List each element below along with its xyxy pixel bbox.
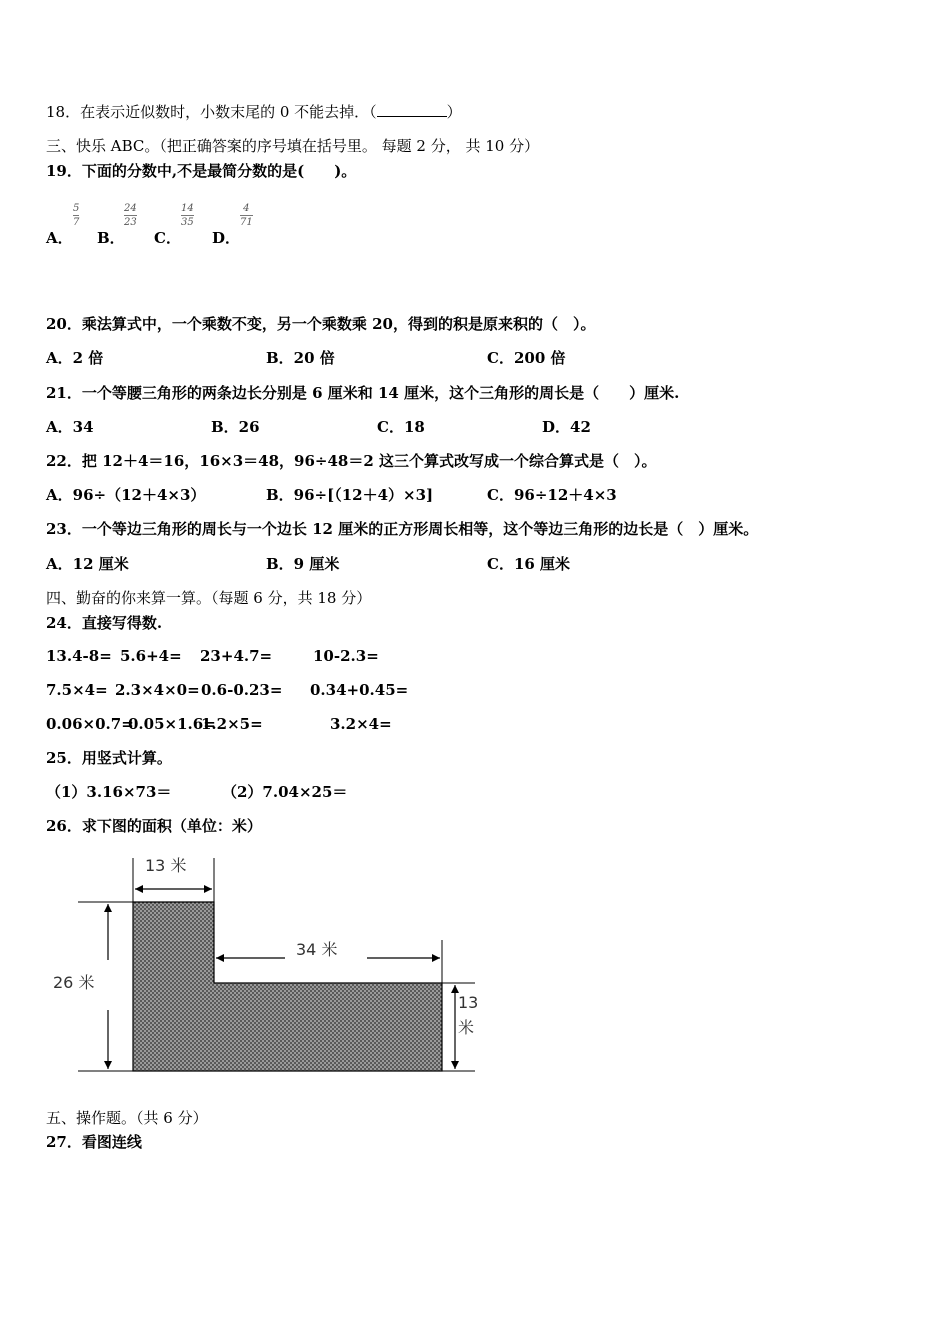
section-5-heading: 五、操作题。（共 6 分）	[46, 1109, 208, 1127]
label-right-number: 13	[458, 993, 479, 1012]
option-a-label: A．	[46, 229, 73, 247]
question-23-stem: 23．一个等边三角形的周长与一个边长 12 厘米的正方形周长相等，这个等边三角形的边长是（ ）厘米。	[46, 520, 759, 538]
vertical-calc-2: （2）7.04×25＝	[222, 783, 348, 801]
q23-option-c: C．16 厘米	[487, 555, 571, 573]
calc-item: 0.06×0.7=	[46, 715, 134, 733]
calc-item: 0.34+0.45=	[310, 681, 409, 699]
q20-option-c: C．200 倍	[487, 349, 566, 367]
section-4-heading: 四、勤奋的你来算一算。（每题 6 分，共 18 分）	[46, 589, 372, 607]
q21-option-b: B．26	[211, 418, 260, 436]
q22-option-c: C．96÷12＋4×3	[487, 486, 617, 504]
label-top: 13 米	[145, 856, 187, 875]
shaded-region	[133, 902, 442, 1071]
option-b-label: B．	[97, 229, 125, 247]
question-21-stem: 21．一个等腰三角形的两条边长分别是 6 厘米和 14 厘米，这个三角形的周长是（ ）厘米.	[46, 384, 680, 402]
fraction-a: 5 7	[73, 203, 80, 228]
calc-item: 2.3×4×0=	[115, 681, 200, 699]
fraction-b: 24 23	[124, 203, 137, 228]
option-c-label: C．	[154, 229, 181, 247]
q22-option-a: A．96÷（12＋4×3）	[46, 486, 206, 504]
question-22-stem: 22．把 12＋4＝16，16×3＝48，96÷48＝2 这三个算式改写成一个综合算式是（ ）。	[46, 452, 657, 470]
label-left: 26 米	[53, 973, 95, 992]
label-middle: 34 米	[296, 940, 338, 959]
option-d-label: D．	[212, 229, 241, 247]
calc-item: 0.05×1.6=	[128, 715, 216, 733]
q22-option-b: B．96÷[（12＋4）×3]	[266, 486, 434, 504]
q23-option-b: B．9 厘米	[266, 555, 340, 573]
calc-item: 23+4.7=	[200, 647, 273, 665]
calc-item: 5.6+4=	[120, 647, 182, 665]
question-26-stem: 26．求下图的面积（单位：米）	[46, 817, 262, 835]
calc-item: 3.2×4=	[330, 715, 392, 733]
calc-item: 7.5×4=	[46, 681, 108, 699]
question-25-stem: 25．用竖式计算。	[46, 749, 172, 767]
calc-item: 10-2.3=	[313, 647, 379, 665]
calc-item: 1.2×5=	[201, 715, 263, 733]
question-20-stem: 20．乘法算式中，一个乘数不变，另一个乘数乘 20，得到的积是原来积的（ ）。	[46, 315, 596, 333]
q21-option-a: A．34	[46, 418, 94, 436]
fraction-c: 14 35	[181, 203, 194, 228]
question-19-stem: 19．下面的分数中,不是最简分数的是( )。	[46, 162, 357, 180]
question-24-stem: 24．直接写得数.	[46, 614, 163, 632]
section-3-heading: 三、快乐 ABC。（把正确答案的序号填在括号里。 每题 2 分， 共 10 分）	[46, 137, 540, 155]
calc-item: 13.4-8=	[46, 647, 112, 665]
label-right-unit: 米	[458, 1018, 475, 1037]
q23-option-a: A．12 厘米	[46, 555, 129, 573]
vertical-calc-1: （1）3.16×73＝	[46, 783, 172, 801]
question-27-stem: 27．看图连线	[46, 1133, 142, 1151]
fraction-d: 4 71	[240, 203, 253, 228]
q20-option-a: A．2 倍	[46, 349, 104, 367]
q20-option-b: B．20 倍	[266, 349, 335, 367]
calc-item: 0.6-0.23=	[201, 681, 283, 699]
question-18: 18．在表示近似数时，小数末尾的 0 不能去掉．（ ）	[46, 103, 462, 121]
q21-option-d: D．42	[542, 418, 591, 436]
q21-option-c: C．18	[377, 418, 425, 436]
